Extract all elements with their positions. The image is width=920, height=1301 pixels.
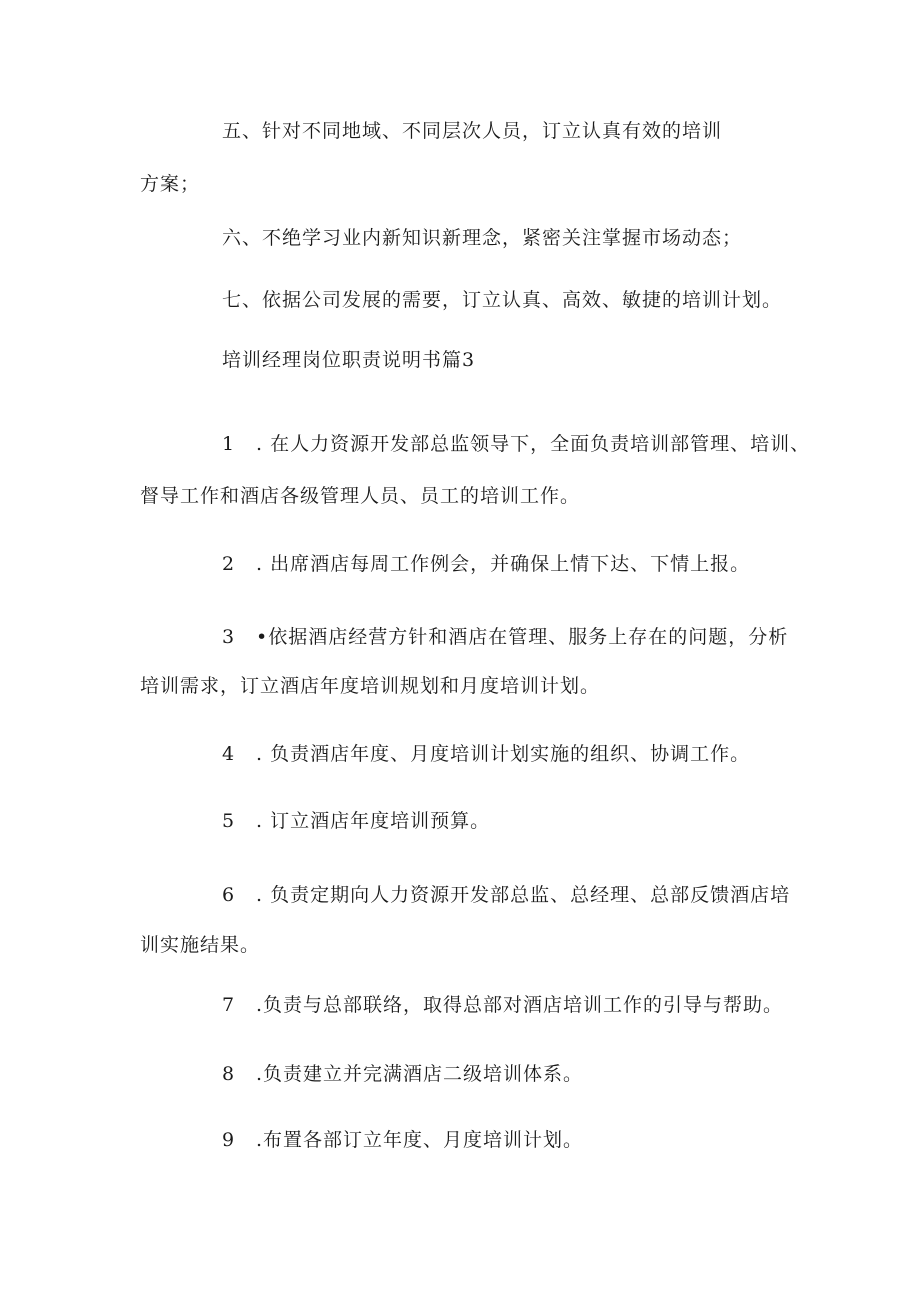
item-5-line-1: 五、针对不同地域、不同层次人员，订立认真有效的培训 <box>222 120 723 142</box>
duty-4-number: 4 <box>222 743 236 765</box>
duty-4-line-1 <box>222 742 750 766</box>
duty-7-line-1 <box>222 993 783 1017</box>
duty-5-text: . 订立酒店年度培训预算。 <box>256 810 491 832</box>
duty-6-line-1 <box>222 883 790 907</box>
item-7: 七、依据公司发展的需要，订立认真、高效、敏捷的培训计划。 <box>222 289 783 311</box>
duty-2-number: 2 <box>222 553 236 575</box>
section-title: 培训经理岗位职责说明书篇3 <box>222 349 476 371</box>
duty-3-number: 3 <box>222 626 236 648</box>
duty-1-text: . 在人力资源开发部总监领导下，全面负责培训部管理、培训、 <box>256 433 811 455</box>
duty-3-text: •依据酒店经营方针和酒店在管理、服务上存在的问题，分析 <box>256 626 789 648</box>
duty-1-number: 1 <box>222 433 236 455</box>
item-5-line-2: 方案； <box>140 173 201 195</box>
duty-8-text: .负责建立并完满酒店二级培训体系。 <box>256 1063 584 1085</box>
duty-8-line-1 <box>222 1062 583 1086</box>
duty-9-number: 9 <box>222 1129 236 1151</box>
duty-1-line-1 <box>222 432 810 456</box>
duty-1-line-2: 督导工作和酒店各级管理人员、员工的培训工作。 <box>140 485 581 507</box>
duty-3-line-2: 培训需求，订立酒店年度培训规划和月度培训计划。 <box>140 675 601 697</box>
duty-5-number: 5 <box>222 810 236 832</box>
duty-9-line-1 <box>222 1128 583 1152</box>
duty-2-text: . 出席酒店每周工作例会，并确保上情下达、下情上报。 <box>256 553 751 575</box>
duty-5-line-1 <box>222 809 490 833</box>
duty-3-line-1 <box>222 625 788 649</box>
item-6: 六、不绝学习业内新知识新理念，紧密关注掌握市场动态； <box>222 227 743 249</box>
duty-4-text: . 负责酒店年度、月度培训计划实施的组织、协调工作。 <box>256 743 751 765</box>
duty-2-line-1 <box>222 552 750 576</box>
duty-6-line-2: 训实施结果。 <box>140 934 261 956</box>
duty-6-text: . 负责定期向人力资源开发部总监、总经理、总部反馈酒店培 <box>256 884 791 906</box>
duty-9-text: .布置各部订立年度、月度培训计划。 <box>256 1129 584 1151</box>
duty-7-number: 7 <box>222 994 236 1016</box>
duty-6-number: 6 <box>222 884 236 906</box>
duty-7-text: .负责与总部联络，取得总部对酒店培训工作的引导与帮助。 <box>256 994 784 1016</box>
duty-8-number: 8 <box>222 1063 236 1085</box>
